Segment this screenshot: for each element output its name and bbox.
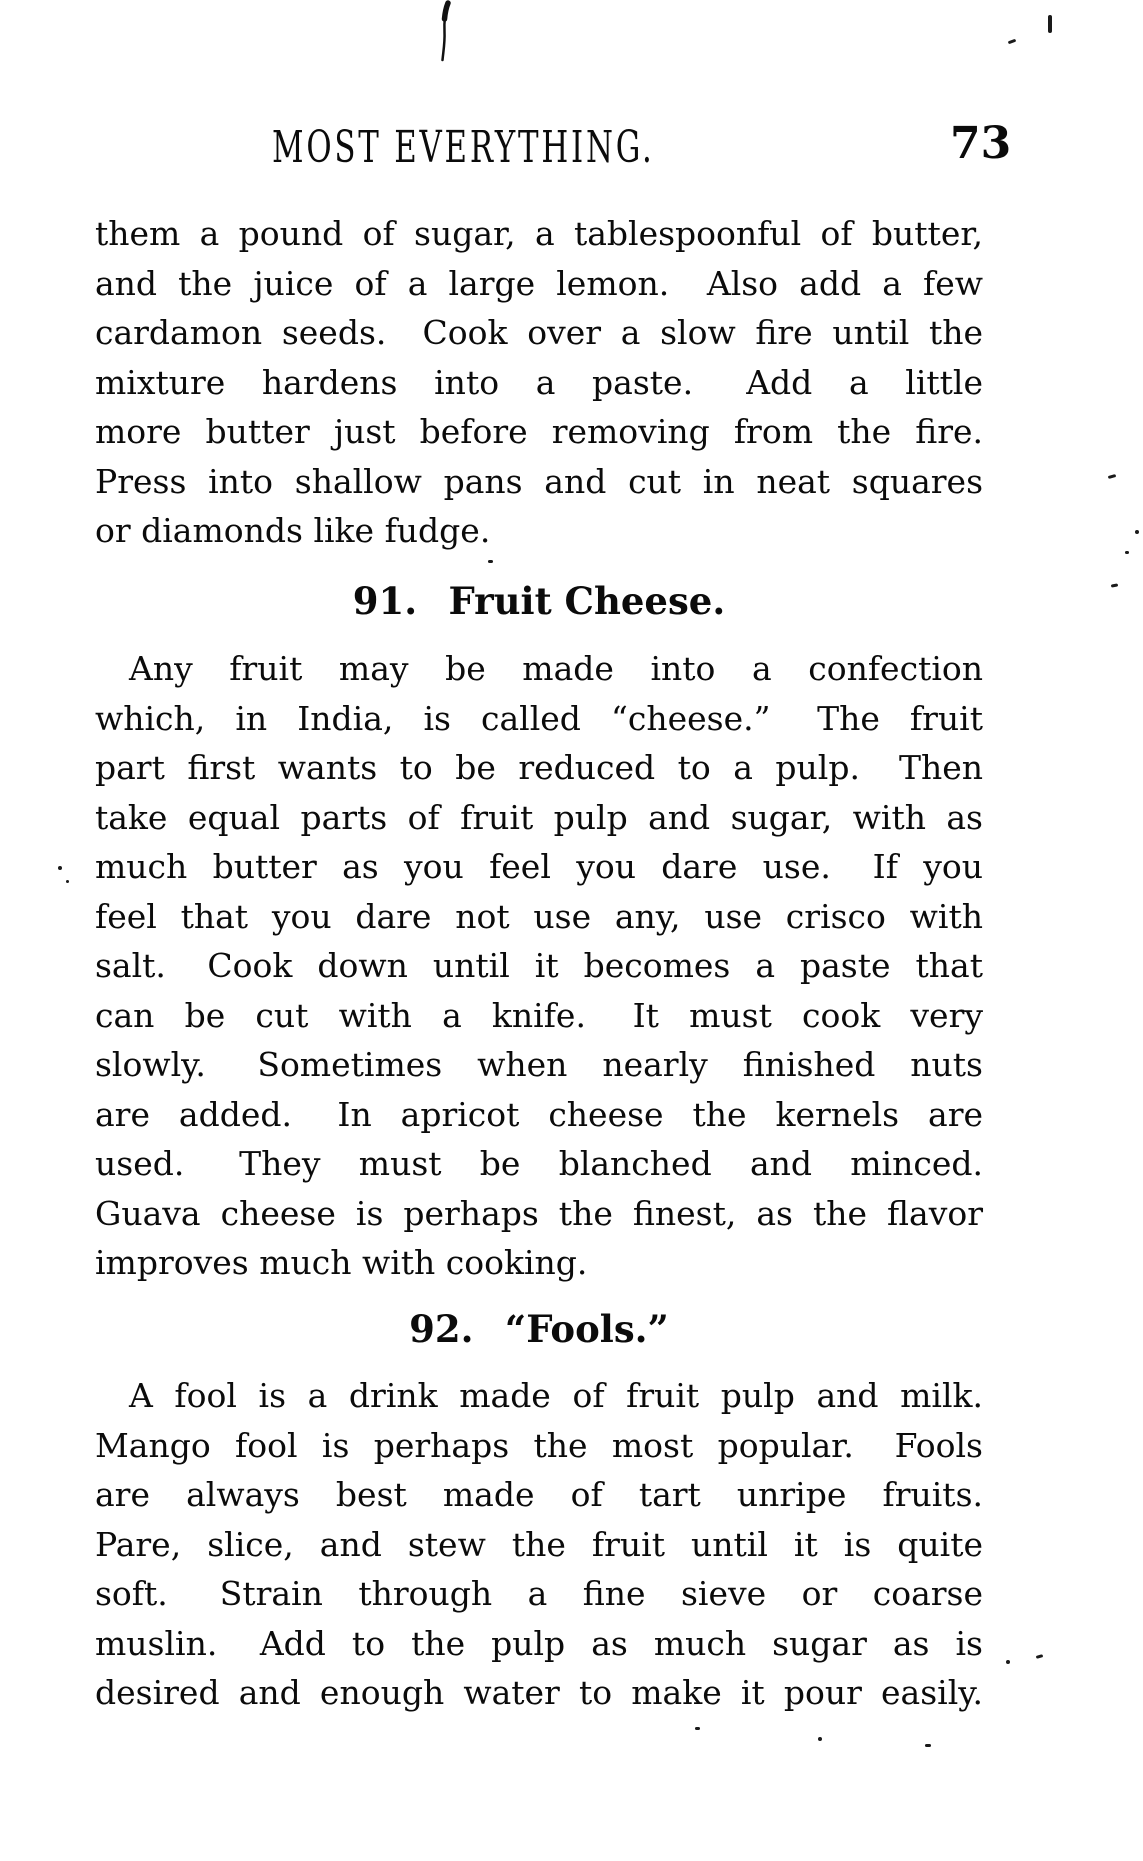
ink-speck — [925, 1744, 931, 1747]
text-line: and the juice of a large lemon. Also add a few — [95, 263, 983, 303]
text-line: Guava cheese is perhaps the finest, as the flavor — [95, 1193, 983, 1233]
ink-speck — [1111, 583, 1118, 587]
ink-speck — [1108, 474, 1117, 479]
ink-speck — [1135, 530, 1139, 534]
text-line: which, in India, is called “cheese.” The fruit — [95, 698, 983, 738]
text-line: Any fruit may be made into a confection — [129, 649, 983, 688]
running-head: MOST EVERYTHING. — [272, 122, 655, 173]
text-line: slowly. Sometimes when nearly finished nuts — [95, 1045, 983, 1084]
pen-stroke-mark — [438, 0, 454, 64]
text-line: can be cut with a knife. It must cook very — [95, 995, 983, 1035]
text-line: A fool is a drink made of fruit pulp and milk. — [129, 1376, 983, 1415]
text-line: feel that you dare not use any, use crisco with — [95, 896, 983, 936]
text-line: desired and enough water to make it pour easily. — [95, 1673, 983, 1712]
text-line: take equal parts of fruit pulp and sugar, with as — [95, 797, 983, 837]
ink-speck — [1036, 1654, 1044, 1659]
text-line: mixture hardens into a paste. Add a little — [95, 362, 983, 402]
text-line: Press into shallow pans and cut in neat squares — [95, 461, 983, 501]
text-line: or diamonds like fudge. — [95, 511, 491, 550]
text-line: are added. In apricot cheese the kernels are — [95, 1094, 983, 1134]
text-line: much butter as you feel you dare use. If you — [95, 847, 983, 886]
ink-speck — [1006, 1660, 1010, 1664]
section-heading-92: 92. “Fools.” — [409, 1307, 669, 1351]
text-line: Pare, slice, and stew the fruit until it is quite — [95, 1524, 983, 1564]
paragraph-continued — [95, 209, 983, 556]
text-line: improves much with cooking. — [95, 1243, 588, 1282]
text-line: Mango fool is perhaps the most popular. Fools — [95, 1425, 983, 1465]
text-line: used. They must be blanched and minced. — [95, 1144, 983, 1183]
ink-speck — [695, 1727, 700, 1730]
ink-speck — [1008, 39, 1017, 45]
text-line: soft. Strain through a fine sieve or coarse — [95, 1574, 983, 1613]
ink-speck — [1048, 15, 1052, 33]
page-number: 73 — [950, 118, 1012, 169]
text-line: are always best made of tart unripe fruits. — [95, 1475, 983, 1514]
text-line: part first wants to be reduced to a pulp. Then — [95, 748, 983, 787]
text-line: more butter just before removing from the fire. — [95, 412, 983, 451]
section-91-paragraph — [95, 644, 983, 1288]
ink-speck — [1125, 551, 1129, 554]
section-heading-91: 91. Fruit Cheese. — [352, 579, 726, 623]
text-line: muslin. Add to the pulp as much sugar as is — [95, 1623, 983, 1663]
ink-speck — [66, 880, 69, 883]
text-line: salt. Cook down until it becomes a paste that — [95, 946, 983, 985]
ink-speck — [818, 1737, 822, 1741]
ink-speck — [488, 560, 493, 563]
section-92-paragraph — [95, 1371, 983, 1718]
ink-speck — [58, 866, 62, 870]
text-line: them a pound of sugar, a tablespoonful of butter, — [95, 214, 983, 253]
text-line: cardamon seeds. Cook over a slow fire until the — [95, 313, 983, 352]
